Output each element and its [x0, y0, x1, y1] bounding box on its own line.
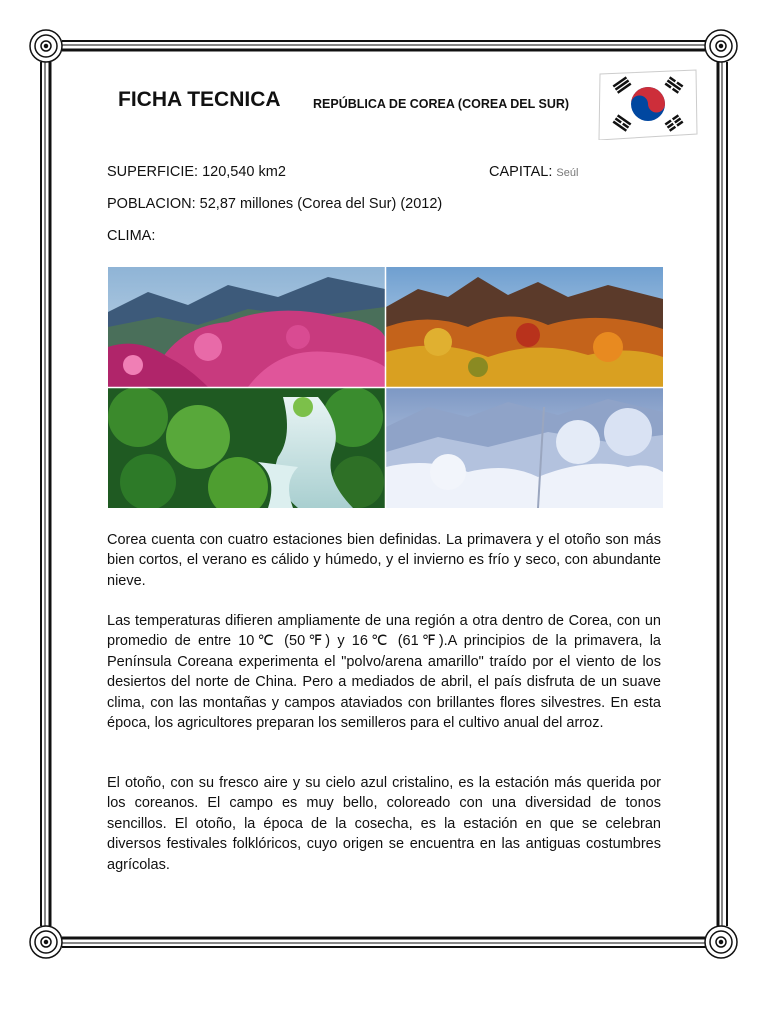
superficie-value: 120,540 km2 — [202, 164, 286, 180]
south-korea-flag-icon — [596, 68, 700, 140]
capital-label: CAPITAL: — [489, 164, 553, 180]
summer-photo — [108, 387, 385, 508]
page-title: FICHA TECNICA — [118, 88, 281, 111]
spring-photo — [108, 267, 385, 387]
capital-line — [489, 164, 578, 180]
clima-label: CLIMA: — [107, 228, 156, 244]
climate-paragraph-2: Las temperaturas difieren ampliamente de una región a otra dentro de Corea, con un promedio de entre 10℃ (50℉) y 16℃ (61℉).A principios de la primavera, la Península Coreana experimenta el "polvo/arena amarillo" traído por el viento de los desiertos del norte de China. Pero a mediados de abril, el país disfruta de un suave clima, con las montañas y campos ataviados con brillantes flores silvestres. En esta época, los agricultores preparan los semilleros para el cultivo anual del arroz. — [107, 613, 661, 732]
superficie-line — [107, 164, 286, 180]
four-seasons-photo-collage — [108, 267, 663, 508]
autumn-photo — [386, 267, 663, 387]
poblacion-value: 52,87 millones (Corea del Sur) (2012) — [199, 196, 443, 212]
winter-photo — [386, 388, 663, 508]
climate-paragraph-1: Corea cuenta con cuatro estaciones bien definidas. La primavera y el otoño son más bien cortos, el verano es cálido y húmedo, y el invierno es frío y seco, con abundante nieve. — [107, 532, 661, 589]
poblacion-line — [107, 196, 442, 212]
climate-paragraph-3: El otoño, con su fresco aire y su cielo azul cristalino, es la estación más querida por los coreanos. El campo es muy bello, coloreado con una diversidad de tonos sencillos. El otoño, la época de la cosecha, es la estación en que se celebran diversos festivales folklóricos, cuyo origen se encuentra en las antiguas costumbres agrícolas. — [107, 775, 661, 873]
capital-value: Seúl — [556, 167, 579, 179]
superficie-label: SUPERFICIE: — [107, 164, 199, 180]
page-subtitle: REPÚBLICA DE COREA (COREA DEL SUR) — [313, 97, 570, 111]
poblacion-label: POBLACION: — [107, 196, 196, 212]
